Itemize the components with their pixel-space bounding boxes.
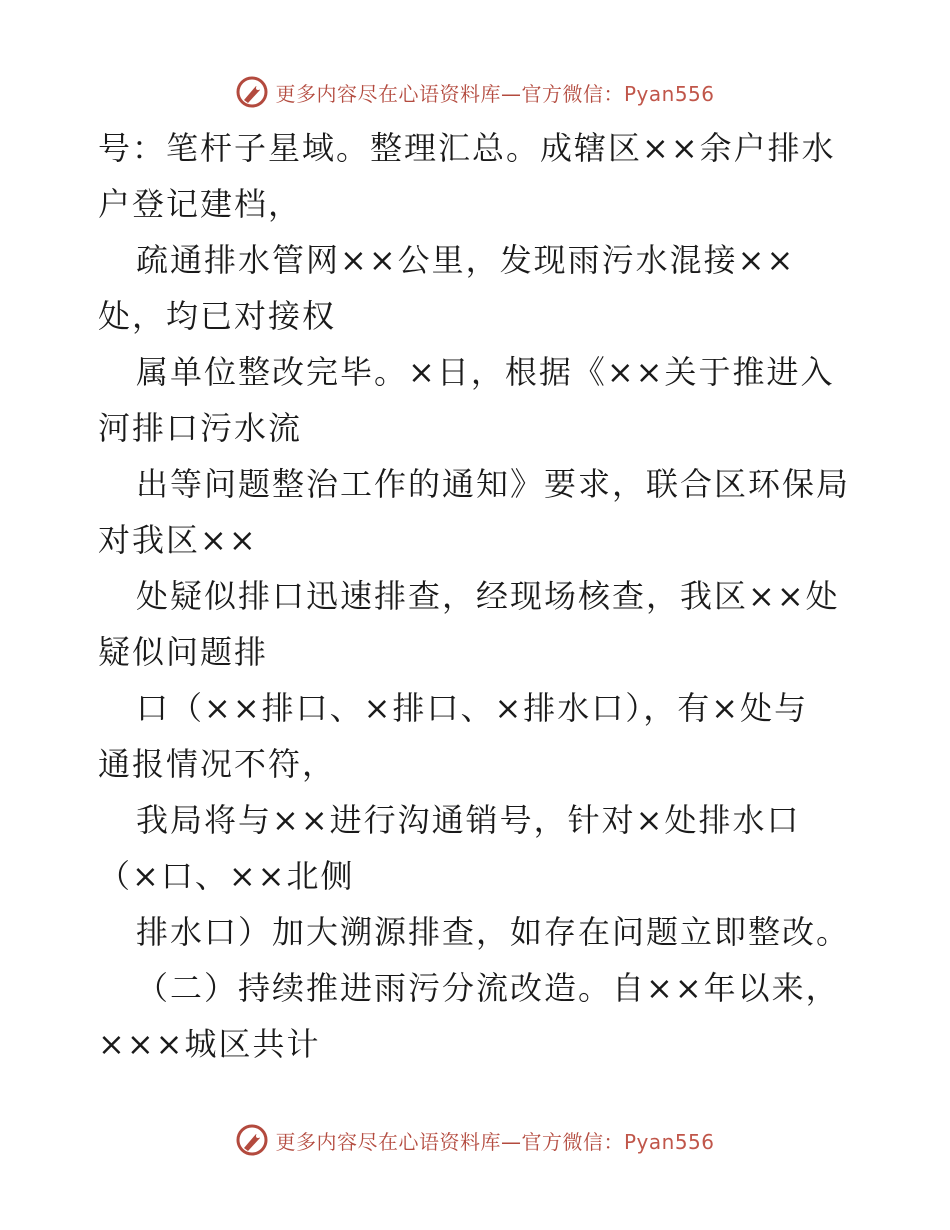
body-line: 对我区×× <box>98 521 258 559</box>
footer-banner <box>0 1118 950 1162</box>
body-line: 我局将与××进行沟通销号，针对×处排水口 <box>136 801 801 839</box>
body-line: 疑似问题排 <box>98 633 269 671</box>
pen-nib-logo-icon <box>235 1123 269 1157</box>
body-line: 号：笔杆子星域。整理汇总。成辖区××余户排水 <box>98 129 836 167</box>
body-line: 出等问题整治工作的通知》要求，联合区环保局 <box>136 465 851 503</box>
pen-nib-logo-icon <box>235 75 269 109</box>
body-line: ×××城区共计 <box>98 1025 321 1063</box>
header-wechat-id: Pyan556 <box>623 81 715 106</box>
body-line: 口（××排口、×排口、×排水口），有×处与 <box>136 689 809 727</box>
body-line: 属单位整改完毕。×日，根据《××关于推进入 <box>136 353 835 391</box>
footer-banner-text: 更多内容尽在心语资料库—官方微信：Pyan556 <box>275 1129 715 1154</box>
header-banner <box>0 70 950 114</box>
body-line: （×口、××北侧 <box>98 857 355 895</box>
section-heading-line: （二）持续推进雨污分流改造。自××年以来， <box>136 969 840 1007</box>
body-line: 户登记建档， <box>98 185 303 223</box>
body-line: 处，均已对接权 <box>98 297 337 335</box>
body-line: 疏通排水管网××公里，发现雨污水混接×× <box>136 241 796 279</box>
document-body <box>98 120 858 1072</box>
body-line: 通报情况不符， <box>98 745 337 783</box>
header-banner-text: 更多内容尽在心语资料库—官方微信：Pyan556 <box>275 81 715 106</box>
body-line: 排水口）加大溯源排查，如存在问题立即整改。 <box>136 913 851 951</box>
body-line: 河排口污水流 <box>98 409 303 447</box>
footer-wechat-id: Pyan556 <box>623 1129 715 1154</box>
body-line: 处疑似排口迅速排查，经现场核查，我区××处 <box>136 577 840 615</box>
